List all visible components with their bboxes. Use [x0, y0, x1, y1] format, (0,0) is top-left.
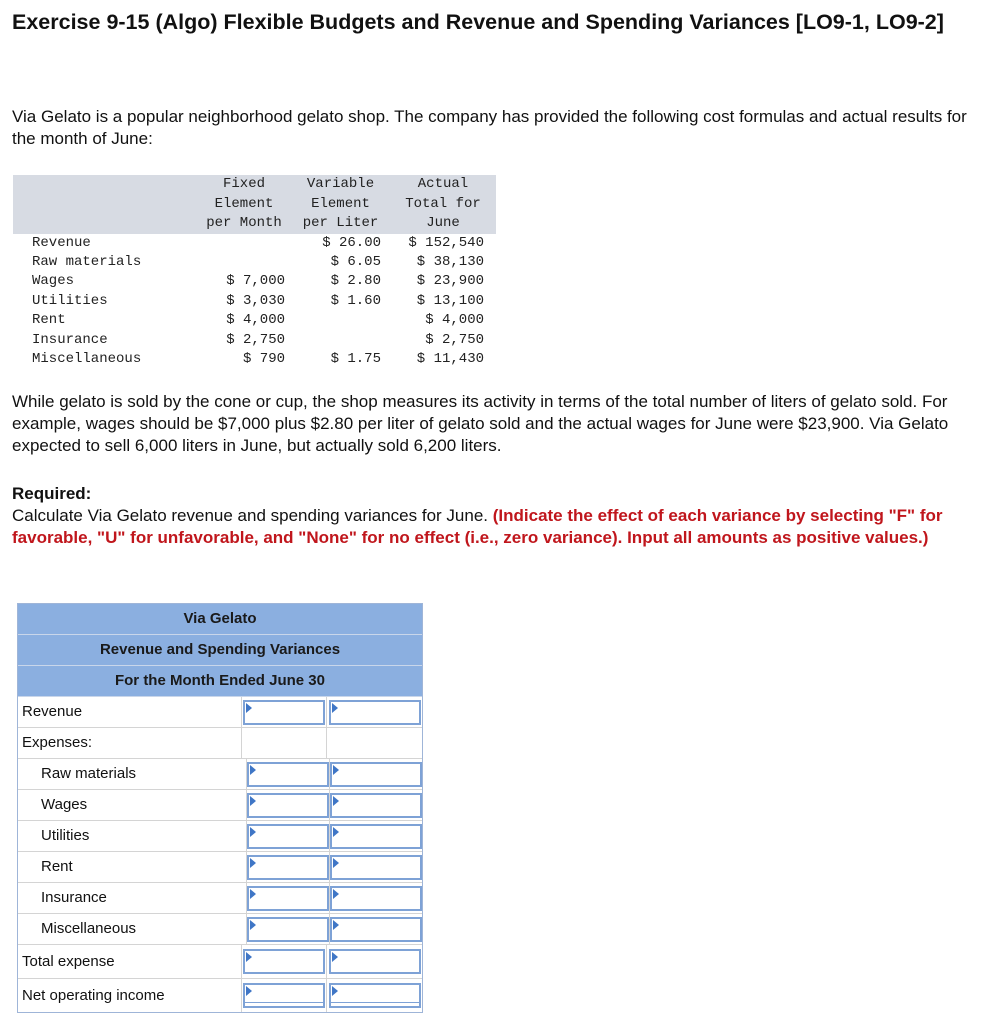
- variance-effect-select[interactable]: [330, 762, 422, 787]
- answer-cell: [242, 728, 328, 758]
- answer-cell: [330, 883, 422, 913]
- answer-cell: [242, 979, 328, 1012]
- dropdown-marker-icon: [250, 889, 256, 899]
- header-line: per Liter: [302, 215, 379, 231]
- answer-cell: [247, 790, 330, 820]
- cost-row-label: Insurance: [32, 331, 108, 348]
- answer-cell: [330, 790, 422, 820]
- answer-row-label: Wages: [18, 790, 247, 820]
- header-line: Actual: [417, 176, 469, 192]
- variable-value: $ 6.05: [330, 253, 381, 270]
- answer-cell: [330, 821, 422, 851]
- variance-amount-input[interactable]: [247, 762, 329, 787]
- answer-table-body: [18, 697, 422, 1012]
- cost-table-body: [13, 234, 496, 370]
- actual-value: $ 152,540: [408, 234, 484, 251]
- variable-value: $ 2.80: [330, 273, 381, 290]
- variance-amount-input[interactable]: [247, 824, 329, 849]
- variance-effect-select[interactable]: [329, 949, 421, 974]
- variable-value: $ 1.60: [330, 292, 381, 309]
- answer-cell: [330, 759, 422, 789]
- intro-paragraph: Via Gelato is a popular neighborhood gelato shop. The company has provided the following cost formulas and actual results for the month of June:: [12, 107, 967, 148]
- answer-cell: [330, 852, 422, 882]
- variance-amount-input[interactable]: [247, 855, 329, 880]
- header-line: Total for: [405, 195, 481, 212]
- actual-value: $ 11,430: [416, 350, 484, 367]
- answer-cell: [327, 945, 422, 978]
- answer-cell: [327, 979, 422, 1012]
- answer-cell: [242, 697, 328, 727]
- dropdown-marker-icon: [250, 796, 256, 806]
- dropdown-marker-icon: [250, 920, 256, 930]
- answer-cell: [327, 697, 422, 727]
- header-line: Variable: [306, 176, 375, 192]
- fixed-value: $ 2,750: [226, 331, 285, 348]
- answer-row-label: Rent: [18, 852, 247, 882]
- answer-row-label: Insurance: [18, 883, 247, 913]
- actual-value: $ 4,000: [425, 312, 484, 329]
- answer-row: [18, 821, 422, 852]
- cost-row-label: Rent: [32, 312, 66, 329]
- variance-effect-select[interactable]: [330, 793, 422, 818]
- dropdown-marker-icon: [250, 765, 256, 775]
- dropdown-marker-icon: [250, 827, 256, 837]
- answer-cell: [327, 728, 422, 758]
- fixed-value: [197, 234, 291, 253]
- variance-effect-select[interactable]: [330, 917, 422, 942]
- answer-row: [18, 979, 422, 1012]
- cost-row: [13, 253, 496, 272]
- dropdown-marker-icon: [333, 827, 339, 837]
- cost-row: [13, 350, 496, 369]
- answer-row: [18, 883, 422, 914]
- cost-row: [13, 331, 496, 350]
- variance-effect-select[interactable]: [329, 700, 421, 725]
- header-line: per Month: [206, 215, 282, 231]
- answer-cell: [330, 914, 422, 944]
- variance-amount-input[interactable]: [243, 949, 325, 974]
- variable-value: $ 26.00: [322, 234, 381, 251]
- answer-header-company: Via Gelato: [18, 604, 422, 635]
- header-line: Element: [311, 195, 370, 212]
- cost-row-label: Wages: [32, 273, 75, 290]
- answer-row-label: Miscellaneous: [18, 914, 247, 944]
- variance-amount-input[interactable]: [247, 886, 329, 911]
- dropdown-marker-icon: [333, 920, 339, 930]
- required-section: [12, 483, 972, 549]
- activity-paragraph: While gelato is sold by the cone or cup, the shop measures its activity in terms of the total number of liters of gelato sold. For example, wages should be $7,000 plus $2.80 per liter of gelato sold and the actual wages for June were $23,900. Via Gelato expected to sell 6,000 liters in June, but actually sold 6,200 liters.: [12, 392, 949, 455]
- answer-cell: [247, 821, 330, 851]
- answer-header-title: Revenue and Spending Variances: [18, 635, 422, 666]
- answer-row: [18, 914, 422, 945]
- cost-formula-table: [13, 175, 496, 369]
- fixed-value: [197, 253, 291, 272]
- cost-row: [13, 272, 496, 291]
- dropdown-marker-icon: [246, 986, 252, 996]
- answer-row: [18, 945, 422, 979]
- answer-cell: [242, 945, 328, 978]
- actual-value: $ 2,750: [425, 331, 484, 348]
- required-text: Calculate Via Gelato revenue and spending variances for June.: [12, 506, 488, 525]
- variable-value: [291, 331, 390, 350]
- dropdown-marker-icon: [332, 703, 338, 713]
- cost-header-blank: [13, 175, 197, 234]
- answer-row: [18, 728, 422, 759]
- answer-cell: [247, 883, 330, 913]
- cost-row-label: Raw materials: [32, 253, 142, 270]
- exercise-title: Exercise 9-15 (Algo) Flexible Budgets and Revenue and Spending Variances [LO9-1, LO9-2]: [12, 10, 944, 34]
- actual-value: $ 38,130: [416, 253, 484, 270]
- answer-cell: [247, 852, 330, 882]
- answer-row-label: Raw materials: [18, 759, 247, 789]
- dropdown-marker-icon: [332, 986, 338, 996]
- dropdown-marker-icon: [250, 858, 256, 868]
- dropdown-marker-icon: [246, 952, 252, 962]
- dropdown-marker-icon: [333, 858, 339, 868]
- answer-header-period: For the Month Ended June 30: [18, 666, 422, 697]
- variance-amount-input[interactable]: [247, 917, 329, 942]
- dropdown-marker-icon: [333, 889, 339, 899]
- cost-row-label: Miscellaneous: [32, 350, 142, 367]
- variance-effect-select[interactable]: [330, 855, 422, 880]
- answer-cell: [247, 914, 330, 944]
- answer-row-label: Revenue: [18, 697, 242, 727]
- actual-value: $ 23,900: [416, 273, 484, 290]
- header-actual-total: [390, 175, 496, 234]
- header-variable-element: [291, 175, 390, 234]
- answer-cell: [247, 759, 330, 789]
- answer-row-label: Net operating income: [18, 979, 242, 1012]
- cost-row-label: Revenue: [32, 234, 91, 251]
- variance-amount-input[interactable]: [243, 983, 325, 1008]
- dropdown-marker-icon: [333, 765, 339, 775]
- answer-row: [18, 790, 422, 821]
- variable-value: [291, 311, 390, 330]
- dropdown-marker-icon: [333, 796, 339, 806]
- variance-answer-table: [17, 603, 423, 1013]
- required-label: Required:: [12, 484, 92, 503]
- answer-row-label: Expenses:: [18, 728, 242, 758]
- fixed-value: $ 3,030: [226, 292, 285, 309]
- header-line: June: [426, 215, 460, 231]
- variance-amount-input[interactable]: [247, 793, 329, 818]
- cost-row: [13, 234, 496, 253]
- dropdown-marker-icon: [246, 703, 252, 713]
- answer-row: [18, 697, 422, 728]
- answer-row: [18, 852, 422, 883]
- answer-row-label: Total expense: [18, 945, 242, 978]
- variance-effect-select[interactable]: [330, 824, 422, 849]
- fixed-value: $ 790: [242, 350, 285, 367]
- fixed-value: $ 4,000: [226, 312, 285, 329]
- cost-row: [13, 311, 496, 330]
- answer-row-label: Utilities: [18, 821, 247, 851]
- variance-amount-input[interactable]: [243, 700, 325, 725]
- variance-effect-select[interactable]: [329, 983, 421, 1008]
- variance-effect-select[interactable]: [330, 886, 422, 911]
- fixed-value: $ 7,000: [226, 273, 285, 290]
- variable-value: $ 1.75: [330, 350, 381, 367]
- cost-row-label: Utilities: [32, 292, 108, 309]
- header-line: Element: [214, 195, 274, 212]
- required-instruction: (Indicate the effect of each variance by selecting "F" for favorable, "U" for unfavorable, and "None" for no effect (i.e., zero variance). Input all amounts as positive values.): [12, 506, 943, 547]
- header-line: Fixed: [222, 176, 265, 192]
- header-fixed-element: [197, 175, 291, 234]
- answer-row: [18, 759, 422, 790]
- dropdown-marker-icon: [332, 952, 338, 962]
- cost-row: [13, 292, 496, 311]
- actual-value: $ 13,100: [416, 292, 484, 309]
